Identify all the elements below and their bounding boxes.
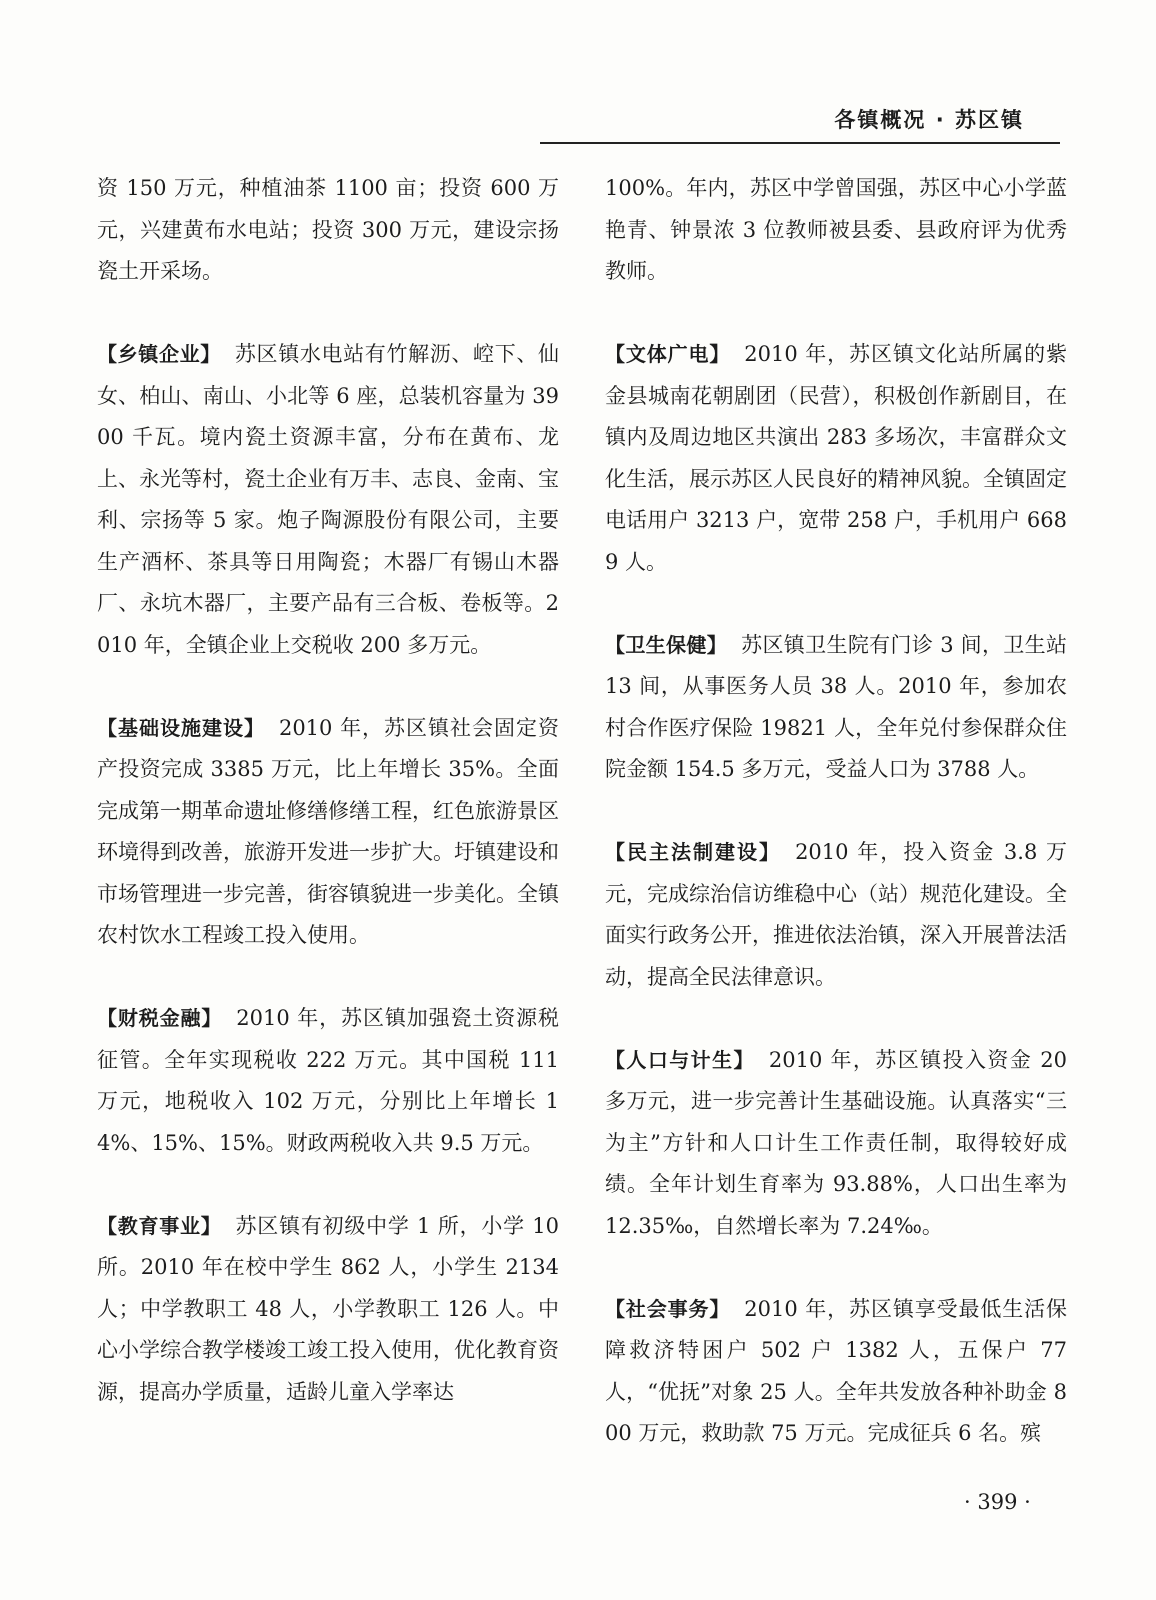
section-infrastructure bbox=[97, 708, 559, 957]
section-heading: 【人口与计生】 bbox=[605, 1047, 755, 1072]
paragraph-text: 2010 年，苏区镇文化站所属的紫金县城南花朝剧团（民营），积极创作新剧目，在镇内及周边地区共演出 283 多场次，丰富群众文化生活，展示苏区人民良好的精神风貌。全镇固定电话用户 3213 户，宽带 258 户，手机用户 6689 人。 bbox=[605, 342, 1067, 574]
running-header bbox=[540, 98, 1060, 144]
paragraph-text: 苏区镇卫生院有门诊 3 间，卫生站 13 间，从事医务人员 38 人。2010 年，参加农村合作医疗保险 19821 人，全年兑付参保群众住院金额 154.5 多万元，受益人口为 3788 人。 bbox=[605, 632, 1068, 781]
section-heading: 【社会事务】 bbox=[605, 1296, 731, 1321]
page-number: · 399 · bbox=[964, 1490, 1031, 1514]
paragraph-continuation bbox=[605, 168, 1067, 293]
left-column bbox=[97, 168, 559, 1455]
paragraph-text: 2010 年，苏区镇社会固定资产投资完成 3385 万元，比上年增长 35%。全面完成第一期革命遗址修缮修缮工程，红色旅游景区环境得到改善，旅游开发进一步扩大。圩镇建设和市场管理进一步完善，街容镇貌进一步美化。全镇农村饮水工程竣工投入使用。 bbox=[97, 715, 560, 947]
section-population-family-planning bbox=[605, 1040, 1067, 1248]
paragraph-text: 苏区镇水电站有竹解沥、崆下、仙女、柏山、南山、小北等 6 座，总装机容量为 3900 千瓦。境内瓷土资源丰富，分布在黄布、龙上、永光等村，瓷土企业有万丰、志良、金南、宝利、宗扬等 5 家。炮子陶源股份有限公司，主要生产酒杯、茶具等日用陶瓷；木器厂有锡山木器厂、永坑木器厂，主要产品有三合板、卷板等。2010 年，全镇企业上交税收 200 多万元。 bbox=[97, 342, 560, 657]
section-finance-tax bbox=[97, 998, 559, 1164]
section-heading: 【民主法制建设】 bbox=[605, 840, 782, 864]
section-heading: 【卫生保健】 bbox=[605, 632, 728, 657]
paragraph-text: 2010 年，苏区镇加强瓷土资源税征管。全年实现税收 222 万元。其中国税 111 万元，地税收入 102 万元，分别比上年增长 14%、15%、15%。财政两税收入共 9.5 万元。 bbox=[97, 1006, 559, 1155]
section-social-affairs bbox=[605, 1289, 1067, 1455]
right-column bbox=[605, 168, 1067, 1496]
paragraph-text: 资 150 万元，种植油茶 1100 亩；投资 600 万元，兴建黄布水电站；投资 300 万元，建设宗扬瓷土开采场。 bbox=[97, 176, 559, 283]
section-heading: 【财税金融】 bbox=[97, 1006, 223, 1030]
section-education bbox=[97, 1206, 559, 1414]
paragraph-text: 苏区镇有初级中学 1 所，小学 10 所。2010 年在校中学生 862 人，小学生 2134 人；中学教职工 48 人，小学教职工 126 人。中心小学综合教学楼竣工竣工投入使用，优化教育资源，提高办学质量，适龄儿童入学率达 bbox=[97, 1213, 560, 1404]
section-heading: 【基础设施建设】 bbox=[97, 715, 265, 740]
paragraph-text: 2010 年，苏区镇投入资金 20 多万元，进一步完善计生基础设施。认真落实“三为主”方针和人口计生工作责任制，取得较好成绩。全年计划生育率为 93.88%，人口出生率为 12.35‰，自然增长率为 7.24‰。 bbox=[605, 1047, 1068, 1238]
section-heading: 【文体广电】 bbox=[605, 342, 731, 366]
running-header-title: 各镇概况 · 苏区镇 bbox=[834, 108, 1024, 132]
section-heading: 【乡镇企业】 bbox=[97, 342, 221, 366]
header-rule bbox=[540, 142, 1060, 144]
section-heading: 【教育事业】 bbox=[97, 1213, 222, 1238]
paragraph-text: 100%。年内，苏区中学曾国强，苏区中心小学蓝艳青、钟景浓 3 位教师被县委、县政府评为优秀教师。 bbox=[605, 176, 1067, 283]
paragraph-text: 2010 年，苏区镇享受最低生活保障救济特困户 502 户 1382 人，五保户 77 人，“优抚”对象 25 人。全年共发放各种补助金 800 万元，救助款 75 万元。完成征兵 6 名。殡 bbox=[605, 1296, 1067, 1445]
section-culture-sports-broadcast bbox=[605, 334, 1067, 583]
paragraph-continuation bbox=[97, 168, 559, 293]
section-democracy-legal bbox=[605, 832, 1067, 998]
paragraph-text: 2010 年，投入资金 3.8 万元，完成综治信访维稳中心（站）规范化建设。全面实行政务公开，推进依法治镇，深入开展普法活动，提高全民法律意识。 bbox=[605, 840, 1067, 989]
section-health-care bbox=[605, 625, 1067, 791]
section-township-enterprise bbox=[97, 334, 559, 666]
